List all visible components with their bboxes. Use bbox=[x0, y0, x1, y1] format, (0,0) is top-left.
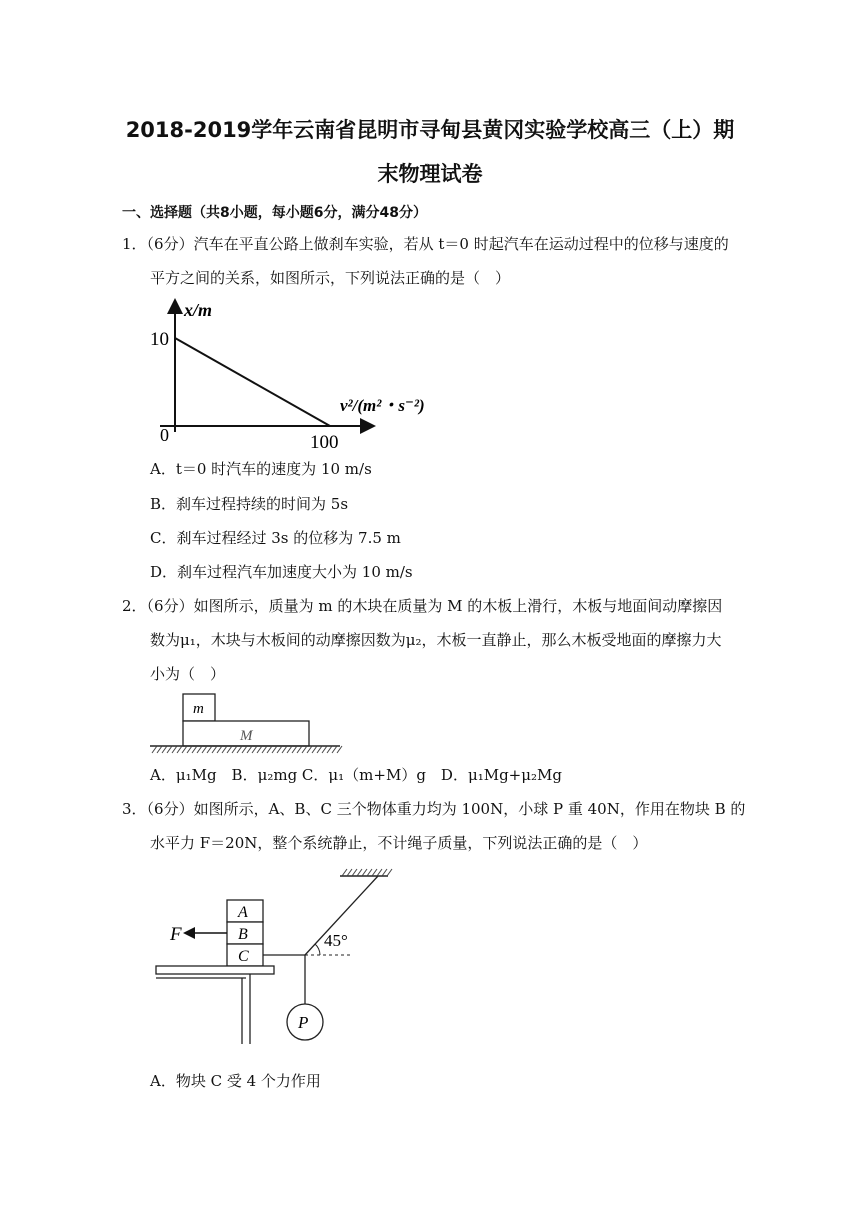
q3-label-f: F bbox=[170, 924, 182, 945]
q2-stem-line-2: 数为μ₁，木块与木板间的动摩擦因数为μ₂，木板一直静止，那么木板受地面的摩擦力大 bbox=[150, 631, 722, 649]
title-line-1: 2018-2019学年云南省昆明市寻甸县黄冈实验学校高三（上）期 bbox=[125, 118, 735, 142]
q3-angle-arc bbox=[315, 944, 320, 955]
q1-option-d: D．刹车过程汽车加速度大小为 10 m/s bbox=[150, 563, 413, 581]
q1-x-axis-label: v²/(m²・s⁻²) bbox=[340, 396, 425, 415]
q1-y-value: 10 bbox=[150, 329, 169, 350]
q1-stem-line-1: 1．（6分）汽车在平直公路上做刹车实验，若从 t＝0 时起汽车在运动过程中的位移与速度的 bbox=[122, 235, 729, 253]
section-heading: 一、选择题（共8小题，每小题6分，满分48分） bbox=[122, 205, 427, 221]
q3-option-a: A．物块 C 受 4 个力作用 bbox=[150, 1072, 321, 1090]
q3-label-angle: 45° bbox=[324, 931, 348, 950]
title-line-2: 末物理试卷 bbox=[377, 162, 483, 186]
q1-x-value: 100 bbox=[310, 432, 339, 453]
q1-y-axis-label: x/m bbox=[184, 300, 213, 320]
q1-graph bbox=[140, 296, 460, 458]
q2-options: A．μ₁Mg B．μ₂mg C．μ₁（m+M）g D．μ₁Mg+μ₂Mg bbox=[150, 766, 562, 784]
q3-label-c: C bbox=[238, 948, 249, 965]
q2-small-label: m bbox=[193, 701, 204, 717]
q2-stem-line-1: 2．（6分）如图所示，质量为 m 的木块在质量为 M 的木板上滑行，木板与地面间动摩擦因 bbox=[122, 597, 723, 615]
q1-stem-line-2: 平方之间的关系，如图所示，下列说法正确的是（ ） bbox=[150, 269, 511, 287]
q3-label-p: P bbox=[298, 1013, 309, 1032]
q1-origin: 0 bbox=[160, 425, 169, 445]
q3-table-top bbox=[156, 966, 274, 974]
q2-stem-line-3: 小为（ ） bbox=[150, 665, 226, 683]
q3-stem-line-2: 水平力 F＝20N，整个系统静止，不计绳子质量，下列说法正确的是（ ） bbox=[150, 834, 648, 852]
q1-option-c: C．刹车过程经过 3s 的位移为 7.5 m bbox=[150, 529, 401, 547]
q3-label-b: B bbox=[238, 926, 248, 943]
q2-block-diagram bbox=[150, 690, 340, 756]
q2-ground-hatch bbox=[152, 746, 342, 753]
q1-graph-line bbox=[175, 338, 330, 426]
q1-option-b: B．刹车过程持续的时间为 5s bbox=[150, 495, 349, 513]
q3-stem-line-1: 3．（6分）如图所示，A、B、C 三个物体重力均为 100N，小球 P 重 40N，作用在物块 B 的 bbox=[122, 800, 746, 818]
q2-board-label: M bbox=[240, 728, 253, 744]
q3-force-diagram bbox=[150, 864, 410, 1054]
q1-option-a: A．t＝0 时汽车的速度为 10 m/s bbox=[150, 460, 372, 478]
q3-ceiling-hatch bbox=[342, 869, 392, 876]
q3-label-a: A bbox=[238, 904, 248, 921]
